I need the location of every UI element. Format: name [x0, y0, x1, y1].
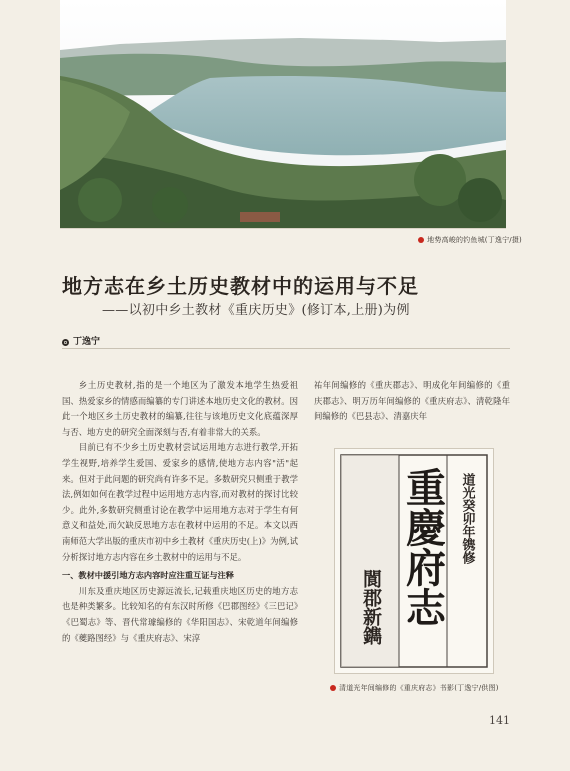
landscape-illustration: [60, 0, 506, 228]
body-column-right: [314, 378, 510, 425]
cover-left-text: 閬郡新鐫: [360, 569, 382, 645]
cover-caption: [330, 683, 499, 693]
landscape-photo: [60, 0, 506, 229]
photo-caption: [418, 235, 522, 245]
paragraph: 川东及重庆地区历史源远流长,记载重庆地区历史的地方志也是种类繁多。比较知名的有东汉时所修《巴郡图经》《三巴记》《巴蜀志》等、晋代常璩编修的《华阳国志》、宋乾道年间编修的《夔路图经》与《重庆府志》、宋淳: [62, 585, 298, 643]
body-column-left: [62, 378, 298, 646]
article-subtitle: ——以初中乡土教材《重庆历史》(修订本,上册)为例: [102, 303, 410, 318]
author-bullet-icon: [62, 339, 69, 346]
author-line: [62, 334, 100, 347]
book-cover-image: [334, 448, 494, 674]
article-title: 地方志在乡土历史教材中的运用与不足: [62, 274, 419, 298]
paragraph: 祐年间编修的《重庆郡志》、明成化年间编修的《重庆郡志》、明万历年间编修的《重庆府志》、清乾隆年间编修的《巴县志》、清嘉庆年: [314, 380, 510, 422]
caption-bullet-icon: [330, 685, 336, 691]
divider: [62, 348, 510, 349]
caption-bullet-icon: [418, 237, 424, 243]
author-name: 丁逸宁: [73, 337, 101, 347]
section-heading: 一、教材中援引地方志内容时应注重互证与注释: [62, 570, 234, 581]
paragraph: 乡土历史教材,指的是一个地区为了激发本地学生热爱祖国、热爱家乡的情感而编纂的专门讲述本地历史文化的教材。因此一个地区乡土历史教材的编纂,往往与该地历史文化底蕴深厚与否、地方史的研究全面深刻与否,有着非常大的关系。: [62, 380, 298, 437]
paragraph: 目前已有不少乡土历史教材尝试运用地方志进行教学,开拓学生视野,培养学生爱国、爱家乡的感情,使地方志内容"活"起来。但对于此问题的研究尚有许多不足。多数研究只侧重于教学法,例如如何在教学过程中运用地方志内容,而对教材的探讨比较少。此外,多数研究侧重讨论在教学中运用地方志对于学生有何意义和益处,而欠缺反思地方志在教材中运用的不足。本文以西南师范大学出版的重庆市初中乡土教材《重庆历史(上)》为例,试分析探讨地方志内容在乡土教材中的运用与不足。: [62, 442, 298, 562]
book-cover-illustration: [335, 449, 493, 673]
page-number: 141: [489, 714, 510, 727]
cover-caption-text: 清道光年间编修的《重庆府志》书影(丁逸宁/供图): [339, 684, 499, 692]
cover-side-text: 道光癸卯年镌修: [459, 473, 475, 564]
cover-main-title: 重慶府志: [399, 467, 447, 627]
photo-caption-text: 地势高峻的钓鱼城(丁逸宁/摄): [427, 236, 522, 244]
